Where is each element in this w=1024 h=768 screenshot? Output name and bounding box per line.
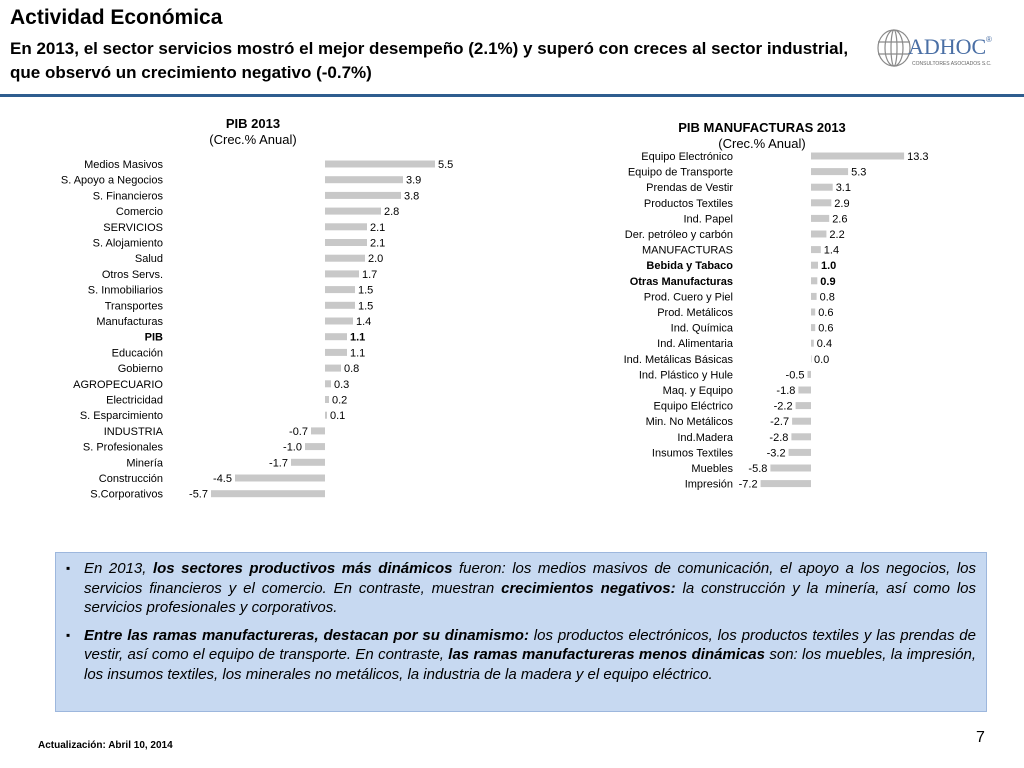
bar [305, 443, 325, 450]
bar [789, 449, 811, 456]
category-label: INDUSTRIA [103, 425, 163, 438]
category-label: Salud [134, 253, 163, 266]
bar [325, 192, 401, 199]
bar [325, 318, 353, 325]
chart-bars [61, 159, 453, 501]
category-label: Prod. Cuero y Piel [643, 291, 733, 304]
category-label: S. Inmobiliarios [87, 284, 163, 297]
category-label: Minería [126, 457, 163, 470]
bar [811, 215, 829, 222]
category-label: S.Corporativos [90, 488, 163, 501]
category-label: Ind. Metálicas Básicas [623, 353, 733, 366]
category-label: S. Alojamiento [92, 237, 163, 250]
category-label: Productos Textiles [643, 197, 733, 210]
category-label: Min. No Metálicos [645, 416, 733, 429]
data-label: 0.6 [818, 322, 834, 335]
data-label: 0.6 [818, 307, 834, 319]
note-emphasis: las ramas manufactureras menos dinámicas [448, 646, 765, 663]
category-label: Equipo Eléctrico [653, 400, 733, 413]
category-label: Ind.Madera [677, 431, 733, 444]
chart-subtitle: (Crec.% Anual) [209, 132, 297, 147]
data-label: 1.4 [356, 316, 372, 328]
bullet-icon: ▪ [66, 627, 71, 642]
bar [311, 427, 325, 434]
chart-bars [624, 151, 929, 491]
bar [811, 246, 821, 253]
note-text [84, 560, 976, 616]
data-label: -2.8 [769, 431, 789, 444]
data-label: 3.8 [404, 190, 420, 203]
data-label: 2.1 [370, 237, 386, 250]
category-label: Impresión [684, 478, 733, 491]
update-date: Actualización: Abril 10, 2014 [38, 740, 173, 751]
header-divider [0, 94, 1024, 97]
data-label: 0.8 [819, 291, 835, 304]
bar [796, 402, 811, 409]
data-label: 0.3 [334, 378, 350, 391]
category-label: Educación [111, 347, 163, 360]
category-label: Der. petróleo y carbón [624, 229, 733, 241]
logo-registered-icon: ® [986, 35, 992, 44]
bar [325, 380, 331, 387]
bar [811, 340, 814, 347]
bar [798, 387, 811, 394]
data-label: 5.3 [851, 166, 867, 179]
chart-subtitle: (Crec.% Anual) [718, 136, 806, 151]
bar [325, 396, 329, 403]
data-label: -4.5 [213, 473, 232, 485]
category-label: Insumos Textiles [651, 447, 733, 460]
category-label: Gobierno [117, 363, 163, 376]
data-label: 1.1 [350, 331, 366, 344]
bar [811, 309, 815, 316]
data-label: 0.1 [330, 410, 346, 423]
category-label: AGROPECUARIO [73, 378, 163, 391]
note-segment: En 2013, [84, 560, 153, 577]
note-emphasis: crecimientos negativos: [501, 579, 676, 597]
data-label: 1.1 [350, 347, 366, 360]
bar [325, 161, 435, 168]
bar [325, 412, 327, 419]
category-label: Muebles [691, 463, 733, 475]
summary-notes [55, 552, 987, 712]
note-item [66, 626, 976, 685]
data-label: 0.2 [332, 394, 348, 407]
bar [325, 286, 355, 293]
data-label: 1.4 [823, 244, 840, 257]
note-text [84, 627, 976, 683]
data-label: -5.7 [189, 488, 208, 501]
data-label: -7.2 [738, 478, 758, 491]
page-number: 7 [976, 729, 985, 746]
bar [811, 293, 817, 300]
data-label: 0.4 [816, 338, 833, 351]
bar [325, 239, 367, 246]
category-label: Comercio [115, 206, 163, 219]
note-segment: la construcción y la minería, así como los servicios profesionales y corporativos. [84, 579, 976, 616]
bar [235, 475, 325, 482]
note-item [66, 559, 976, 618]
data-label: 2.9 [834, 197, 850, 210]
category-label: Medios Masivos [84, 159, 163, 171]
category-label: Transportes [104, 300, 163, 313]
bar [761, 480, 811, 487]
bar [325, 208, 381, 215]
category-label: MANUFACTURAS [641, 244, 733, 257]
category-label: Equipo de Transporte [627, 166, 733, 179]
chart-title: PIB MANUFACTURAS 2013 [678, 120, 846, 135]
data-label: 1.0 [821, 260, 837, 273]
category-label: Bebida y Tabaco [646, 260, 733, 273]
data-label: 2.1 [370, 221, 386, 234]
bar [811, 355, 812, 362]
category-label: SERVICIOS [103, 221, 163, 234]
bar [811, 184, 833, 191]
bar [811, 262, 818, 269]
data-label: -5.8 [748, 463, 768, 475]
data-label: 1.5 [358, 284, 374, 297]
bar [811, 168, 848, 175]
data-label: -0.5 [785, 369, 805, 382]
category-label: Prendas de Vestir [646, 182, 733, 195]
data-label: 2.8 [384, 206, 400, 219]
data-label: 2.0 [368, 253, 384, 266]
category-label: S. Profesionales [82, 441, 163, 454]
category-label: Ind. Química [670, 322, 733, 335]
logo-name: ADHOC [908, 34, 987, 59]
data-label: 13.3 [907, 151, 929, 163]
bar [325, 176, 403, 183]
bar [791, 433, 811, 440]
data-label: -0.7 [289, 425, 308, 438]
chart-title: PIB 2013 [225, 116, 281, 131]
bar [811, 324, 815, 331]
data-label: 2.6 [832, 213, 848, 226]
category-label: Maq. y Equipo [662, 385, 733, 397]
note-segment: fueron: los medios masivos de comunicación, el apoyo a los negocios, los servicios financieros y el comercio. En contraste, muestran [84, 560, 977, 597]
category-label: PIB [144, 331, 163, 344]
bar [792, 418, 811, 425]
company-logo [872, 20, 1002, 80]
bar [325, 349, 347, 356]
category-label: Equipo Electrónico [641, 151, 733, 163]
data-label: -1.7 [269, 457, 288, 470]
logo-tagline: CONSULTORES ASOCIADOS S.C. [912, 61, 992, 67]
bar [325, 223, 367, 230]
bar [325, 302, 355, 309]
bar [811, 199, 831, 206]
note-segment: son: los muebles, la impresión, los insumos textiles, los minerales no metálicos, la industria de la madera y el equipo eléctrico. [84, 646, 976, 683]
bar [325, 270, 359, 277]
data-label: -2.2 [773, 400, 793, 413]
bar [811, 153, 904, 160]
data-label: 0.0 [814, 353, 830, 366]
bar [811, 231, 826, 238]
bar [291, 459, 325, 466]
category-label: Ind. Alimentaria [657, 338, 733, 351]
bar [325, 365, 341, 372]
data-label: -3.2 [766, 447, 786, 460]
bar [211, 490, 325, 497]
category-label: Ind. Plástico y Hule [638, 369, 733, 382]
data-label: 3.1 [835, 182, 851, 195]
data-label: -1.8 [776, 385, 796, 397]
data-label: -1.0 [283, 441, 302, 454]
slide-subtitle: En 2013, el sector servicios mostró el mejor desempeño (2.1%) y superó con creces al sector industrial, que observó un crecimiento negativo (-0.7%) [10, 39, 849, 82]
category-label: Otras Manufacturas [629, 275, 733, 288]
data-label: 0.9 [820, 275, 836, 288]
category-label: Electricidad [106, 394, 163, 407]
note-segment: los productos electrónicos, los productos textiles y las prendas de vestir, así como el equipo de transporte. En contraste, [84, 626, 976, 663]
bar [808, 371, 812, 378]
data-label: 1.7 [362, 268, 378, 281]
category-label: Ind. Papel [683, 213, 733, 226]
data-label: 2.2 [829, 229, 845, 241]
chart-pib-2013 [0, 112, 520, 514]
bar [770, 465, 811, 472]
bar [811, 277, 817, 284]
note-emphasis: Entre las ramas manufactureras, destacan por su dinamismo: [84, 626, 529, 644]
note-emphasis: los sectores productivos más dinámicos [152, 560, 453, 577]
data-label: 1.5 [358, 300, 374, 313]
slide-title: Actividad Económica [10, 6, 223, 29]
category-label: Otros Servs. [101, 268, 163, 281]
data-label: 5.5 [438, 159, 454, 171]
category-label: Manufacturas [96, 316, 163, 328]
data-label: -2.7 [770, 416, 790, 429]
bar [325, 255, 365, 262]
globe-icon [878, 30, 910, 66]
bar [325, 333, 347, 340]
category-label: Construcción [98, 473, 163, 485]
bullet-icon: ▪ [66, 561, 71, 575]
category-label: Prod. Metálicos [657, 307, 733, 319]
data-label: 0.8 [344, 363, 360, 376]
data-label: 3.9 [406, 174, 422, 187]
category-label: S. Financieros [92, 190, 163, 203]
category-label: S. Esparcimiento [79, 410, 163, 423]
chart-pib-manufacturas-2013 [560, 118, 1000, 498]
category-label: S. Apoyo a Negocios [60, 174, 163, 187]
